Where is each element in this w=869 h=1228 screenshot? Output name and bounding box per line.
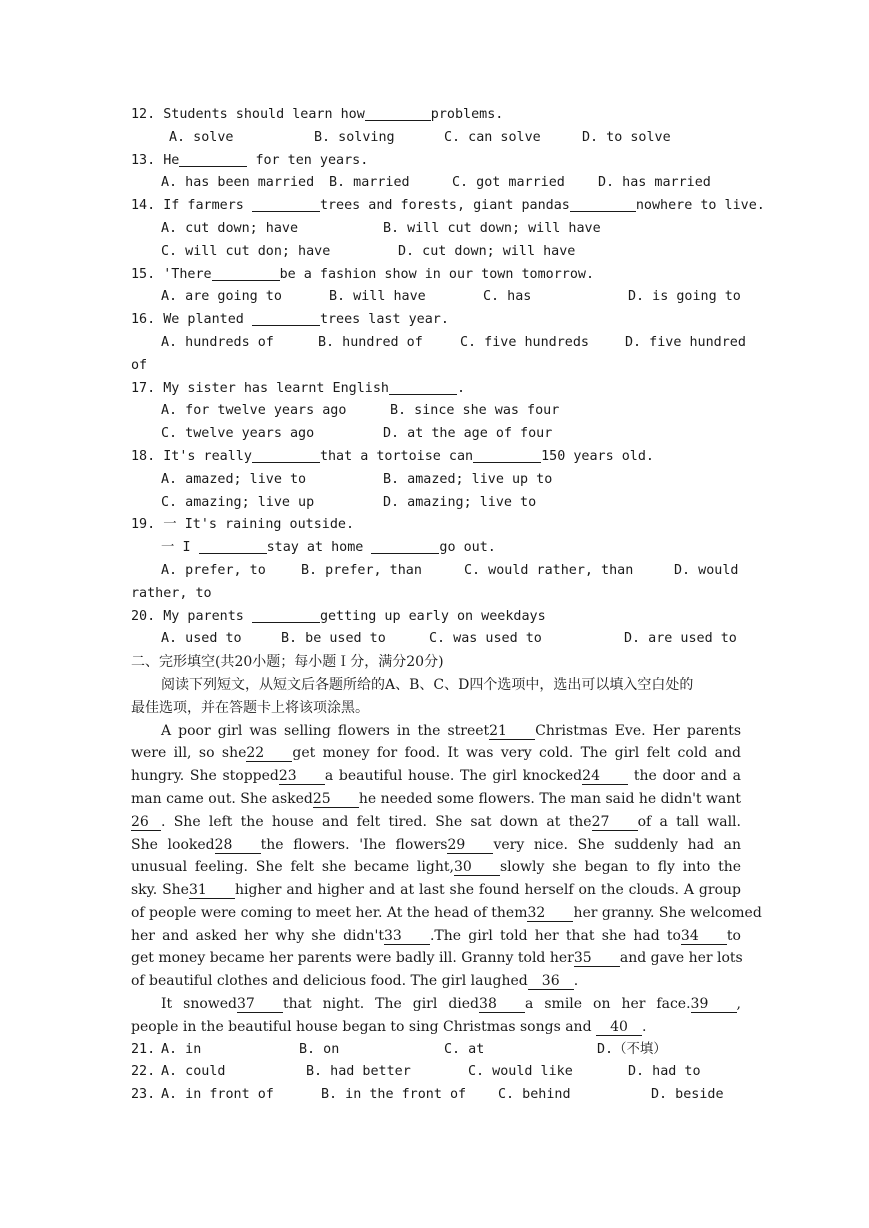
cloze-blank: 36 <box>528 973 574 990</box>
answer-blank <box>365 106 431 121</box>
passage-line: man came out. She asked25 he needed some flowers. The man said he didn't want <box>131 790 741 807</box>
option-c: C. got married <box>452 175 565 191</box>
answer-blank <box>389 380 457 395</box>
option-d: D. to solve <box>582 129 671 145</box>
option-d: D. had to <box>628 1064 701 1080</box>
passage-line: of people were coming to meet her. At the head of them32 her granny. She welcomed <box>131 904 762 921</box>
question-text: Students should learn how <box>163 107 365 122</box>
option-a: A. for twelve years ago <box>161 403 347 419</box>
passage-line: A poor girl was selling flowers in the street21 Christmas Eve. Her parents <box>161 722 741 739</box>
option-a: A. in <box>161 1041 202 1057</box>
cloze-blank: 30 <box>454 859 500 876</box>
question-number: 16. <box>131 312 156 328</box>
option-b: B. hundred of <box>318 334 423 350</box>
section-instructions-cont: 最佳选项，并在答题卡上将该项涂黑。 <box>131 699 369 716</box>
answer-blank <box>371 539 439 554</box>
cloze-blank: 37 <box>237 996 283 1013</box>
options-18-row2 <box>131 492 741 515</box>
answer-blank <box>252 608 320 623</box>
question-text: nowhere to live. <box>635 198 765 214</box>
option-c: C. has <box>483 289 532 305</box>
option-b: B. be used to <box>281 631 386 647</box>
question-text: 'There <box>163 266 212 282</box>
option-c: C. amazing; live up <box>161 494 315 510</box>
options-15 <box>131 286 741 309</box>
options-23 <box>131 1084 741 1107</box>
option-b: B. will cut down; will have <box>383 220 601 236</box>
question-text: go out. <box>439 540 496 556</box>
option-a: A. cut down; have <box>161 220 299 236</box>
option-b: B. amazed; live up to <box>383 471 553 487</box>
cloze-blank: 34 <box>681 928 727 945</box>
passage-line: people in the beautiful house began to sing Christmas songs and 40 . <box>131 1018 647 1035</box>
question-text: 一 I <box>161 540 191 556</box>
question-text: We planted <box>163 312 244 328</box>
question-text: trees last year. <box>319 312 449 328</box>
option-d: D. beside <box>651 1087 724 1103</box>
question-20 <box>131 606 741 629</box>
question-number: 18. <box>131 448 156 464</box>
question-text: stay at home <box>266 540 364 556</box>
cloze-blank: 21 <box>489 723 535 740</box>
cloze-blank: 22 <box>246 745 292 762</box>
answer-blank <box>199 539 267 554</box>
section-instructions: 阅读下列短文，从短文后各题所给的A、B、C、D四个选项中，选出可以填入空白处的 <box>161 676 694 693</box>
option-a: A. in front of <box>161 1087 274 1103</box>
question-number: 23. <box>131 1087 156 1103</box>
option-a: A. used to <box>161 631 242 647</box>
question-number: 14. <box>131 198 156 214</box>
cloze-blank: 25 <box>313 791 359 808</box>
cloze-blank: 27 <box>592 814 638 831</box>
option-c: C. was used to <box>429 631 542 647</box>
passage-line: of beautiful clothes and delicious food. The girl laughed 36 . <box>131 973 579 990</box>
passage-line: her and asked her why she didn't33 .The girl told her that she had to34 to <box>131 927 741 944</box>
option-d: D. at the age of four <box>383 426 553 442</box>
cloze-blank: 24 <box>582 768 628 785</box>
question-number: 21. <box>131 1041 156 1057</box>
question-number: 13. <box>131 152 156 168</box>
options-16 <box>131 332 746 355</box>
question-12 <box>131 104 741 127</box>
option-wrap: rather, to <box>131 585 212 601</box>
question-text: If farmers <box>163 198 244 214</box>
option-a: A. amazed; live to <box>161 471 307 487</box>
options-14-row1 <box>131 218 741 241</box>
question-number: 20. <box>131 608 156 624</box>
options-12 <box>131 127 741 150</box>
cloze-blank: 28 <box>215 837 261 854</box>
cloze-blank: 26 <box>131 814 161 831</box>
options-17-row1 <box>131 400 741 423</box>
option-b: B. had better <box>306 1064 411 1080</box>
options-13 <box>131 172 741 195</box>
options-22 <box>131 1061 741 1084</box>
option-c: C. will cut don; have <box>161 243 331 259</box>
option-d: D.（不填） <box>597 1041 667 1057</box>
question-number: 19. <box>131 517 156 533</box>
option-b: B. will have <box>329 289 426 305</box>
passage-line: hungry. She stopped23 a beautiful house. The girl knocked24 the door and a <box>131 768 741 785</box>
question-number: 22. <box>131 1064 156 1080</box>
option-b: B. in the front of <box>321 1087 467 1103</box>
exam-page <box>131 104 765 1107</box>
cloze-blank: 39 <box>691 996 737 1013</box>
cloze-blank: 33 <box>384 928 430 945</box>
passage-line: It snowed37 that night. The girl died38 a smile on her face.39 , <box>161 996 741 1013</box>
question-16 <box>131 309 741 332</box>
option-c: C. at <box>444 1041 485 1057</box>
option-d: D. five hundred <box>625 334 746 350</box>
option-c: C. five hundreds <box>460 334 589 350</box>
option-d: D. are used to <box>624 631 737 647</box>
question-text: getting up early on weekdays <box>319 608 546 624</box>
question-number: 15. <box>131 266 156 282</box>
option-b: B. since she was four <box>390 403 560 419</box>
cloze-blank: 35 <box>574 950 620 967</box>
question-text: 一 It's raining outside. <box>163 517 355 533</box>
option-c: C. twelve years ago <box>161 426 315 442</box>
options-21 <box>131 1039 741 1062</box>
option-d: D. is going to <box>628 289 741 305</box>
option-a: A. solve <box>169 129 234 145</box>
question-19-line2 <box>131 537 741 560</box>
option-b: B. on <box>299 1041 340 1057</box>
option-b: B. married <box>329 175 410 191</box>
cloze-blank: 38 <box>479 996 525 1013</box>
option-d: D. would <box>674 562 739 578</box>
options-20 <box>131 628 741 651</box>
question-13 <box>131 150 741 173</box>
option-b: B. solving <box>314 129 395 145</box>
question-15 <box>131 264 741 287</box>
option-c: C. can solve <box>444 129 541 145</box>
option-wrap: of <box>131 357 148 373</box>
cloze-blank: 29 <box>447 837 493 854</box>
section-heading: 二、完形填空(共20小题；每小题Ｉ分，满分20分) <box>131 654 444 671</box>
question-text: be a fashion show in our town tomorrow. <box>279 266 595 282</box>
option-c: C. behind <box>498 1087 571 1103</box>
option-a: A. could <box>161 1064 226 1080</box>
question-text: My parents <box>163 608 244 624</box>
passage-line: unusual feeling. She felt she became light,30 slowly she began to fly into the <box>131 859 741 876</box>
question-18 <box>131 446 741 469</box>
question-text: My sister has learnt English <box>163 380 389 396</box>
answer-blank <box>473 448 541 463</box>
question-text: It's really <box>163 448 252 464</box>
cloze-blank: 32 <box>527 905 573 922</box>
cloze-blank: 40 <box>596 1019 642 1036</box>
answer-blank <box>570 197 636 212</box>
question-text: He <box>163 152 180 168</box>
question-text: . <box>456 380 466 396</box>
question-19 <box>131 514 741 537</box>
option-d: D. amazing; live to <box>383 494 537 510</box>
options-19 <box>131 560 741 583</box>
option-c: C. would like <box>468 1064 573 1080</box>
question-number: 17. <box>131 380 156 396</box>
option-d: D. cut down; will have <box>398 243 576 259</box>
question-text: problems. <box>430 107 504 122</box>
option-a: A. prefer, to <box>161 562 266 578</box>
question-14 <box>131 195 765 218</box>
option-d: D. has married <box>598 175 711 191</box>
option-c: C. would rather, than <box>464 562 634 578</box>
passage-line: sky. She31 higher and higher and at last she found herself on the clouds. A group <box>131 882 741 899</box>
question-text: trees and forests, giant pandas <box>319 198 570 214</box>
passage-line: 26 . She left the house and felt tired. She sat down at the27 of a tall wall. <box>131 813 741 830</box>
answer-blank <box>179 152 247 167</box>
options-14-row2 <box>131 241 741 264</box>
passage-line: were ill, so she22 get money for food. It was very cold. The girl felt cold and <box>131 745 741 762</box>
option-b: B. prefer, than <box>301 562 422 578</box>
question-text: 150 years old. <box>541 448 654 464</box>
cloze-blank: 23 <box>279 768 325 785</box>
question-17 <box>131 378 741 401</box>
answer-blank <box>212 266 280 281</box>
answer-blank <box>252 448 320 463</box>
option-a: A. hundreds of <box>161 334 274 350</box>
passage-line: She looked28 the flowers. 'Ihe flowers29 very nice. She suddenly had an <box>131 836 741 853</box>
options-18-row1 <box>131 469 741 492</box>
options-17-row2 <box>131 423 741 446</box>
answer-blank <box>252 311 320 326</box>
question-number: 12. <box>131 107 156 122</box>
cloze-passage <box>131 720 762 1039</box>
option-a: A. has been married <box>161 175 315 191</box>
answer-blank <box>252 197 320 212</box>
question-text: that a tortoise can <box>319 448 474 464</box>
cloze-blank: 31 <box>189 882 235 899</box>
question-text: for ten years. <box>255 152 369 168</box>
option-a: A. are going to <box>161 289 282 305</box>
passage-line: get money became her parents were badly ill. Granny told her35 and gave her lots <box>131 950 743 967</box>
